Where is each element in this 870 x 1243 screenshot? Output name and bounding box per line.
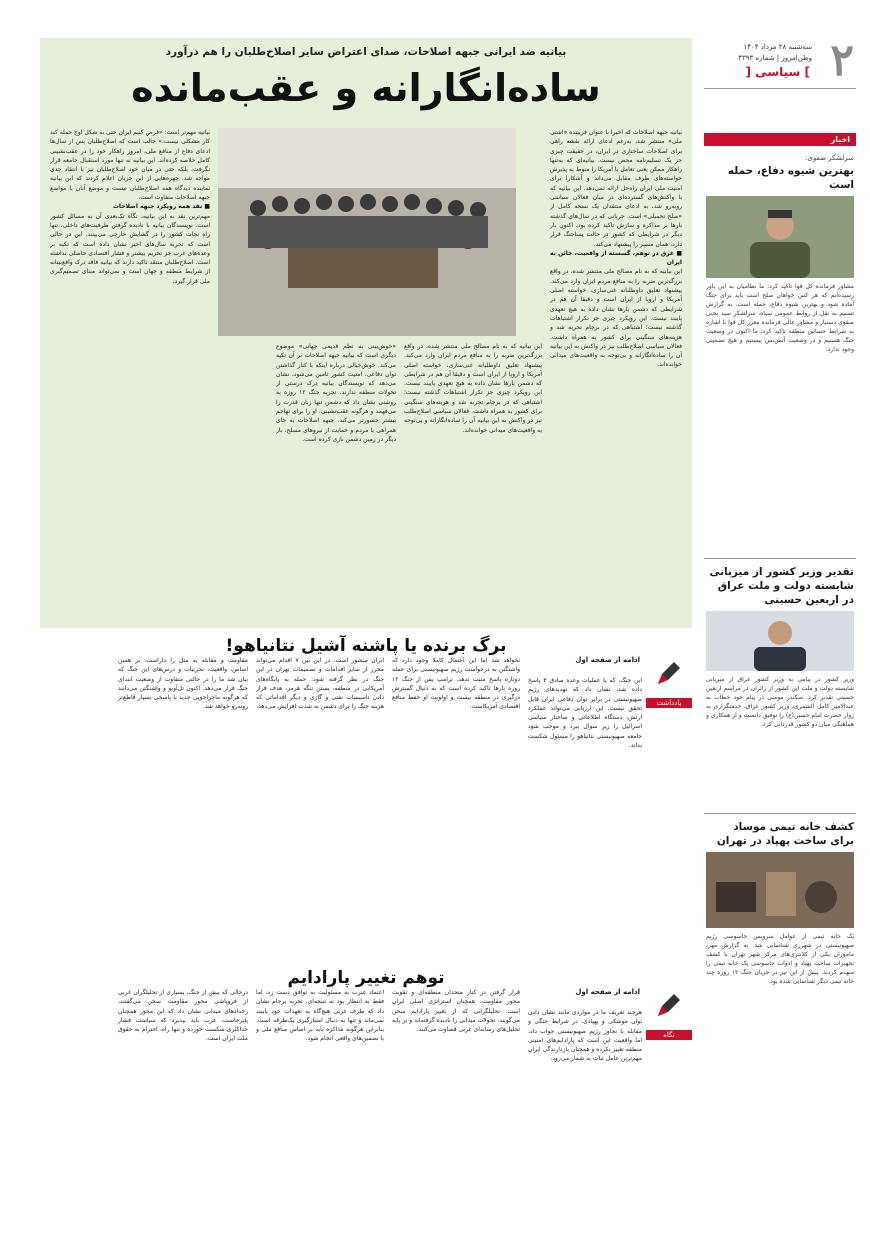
news-bar: اخبار (704, 133, 856, 146)
editorial2-heading: توهم تغییر پارادایم (287, 968, 445, 988)
lead-headline: ساده‌انگارانه و عقب‌مانده (131, 66, 601, 110)
side-news-3 (704, 820, 856, 1052)
lead-col2-text: این بیانیه که به نام مصالح ملی منتشر شده، در واقع بزرگ‌ترین ضربه را به منافع مردم ایران وارد می‌کند. پیشنهاد تعلیق داوطلبانه غنی‌سازی، خواسته اصلی آمریکا و اروپا از ایران است و دقیقا آن هم در شرایطی که دشمن بارها نشان داده به هیچ تعهدی پایبند نیست. این رویکرد چیزی جز تکرار اشتباهات گذشته نیست؛ اشتباهی که در برجام تجربه شد و هزینه‌های سنگینی برای کشور به همراه داشت. فعالان سیاسی اصلاح‌طلب نیز در واکنش به این بیانیه آن را ساده‌انگارانه و بی‌توجه به واقعیت‌های میدانی خوانده‌اند. (404, 343, 542, 434)
lead-columns (50, 128, 682, 620)
portrait-illustration (706, 196, 854, 278)
editorial2-col-1: هرچند تعریف ما در مواردی مانند نشان دادن توان موشکی و پهپادی، در شرایط جنگی و مقابله با تجاوز رژیم صهیونیستی جواب داد، اما واقعیت این است که پارادایم‌های امنیتی منطقه تغییر نکرده و همچنان بازدارندگی ایران مهم‌ترین عامل ثبات به شمار می‌رود. (528, 1009, 642, 1063)
editorial2-tag-label: نگاه (646, 1030, 692, 1040)
lead-story (40, 38, 692, 628)
lead-subhead-2: ■ نقد همه رویکرد جبهه اصلاحات (112, 203, 210, 211)
lead-col-2 (404, 342, 542, 620)
masthead (704, 35, 856, 89)
editorial1-col-3: ایران منشور است. در این بین ۷ اقدام می‌تواند محرز از سایر اقدامات و تصمیمات تهران در این جنگ در نظر گرفته شود: حمله به پایگاه‌های آمریکایی در منطقه، بستن تنگه هرمز، هدف قرار دادن تاسیسات نفتی و گازی و دیگر اقداماتی که هزینه جنگ را برای دشمن به شدت افزایش می‌دهد. (256, 657, 384, 711)
lead-col4-text: بیانیه مهم‌تر است: «فرض کنیم ایران حتی به شکل اوج حمله کند کار مشکلی نیست.» جالب است که اصلاح‌طلبان پس از سال‌ها ادعای دفاع از منافع ملی، امروز راهکار خود را در عقب‌نشینی کامل خلاصه کرده‌اند. این بیانیه نه تنها مورد استقبال جامعه قرار نگرفت، بلکه حتی در میان خود اصلاح‌طلبان نیز با انتقاد جدی مواجه شد. چهره‌هایی از این جریان اعلام کردند که این بیانیه نماینده دیدگاه همه اصلاح‌طلبان نیست و موضع آنان با مواضع جبهه اصلاحات متفاوت است. (50, 129, 210, 202)
date-text: سه‌شنبه ۲۸ مرداد ۱۴۰۴ (743, 43, 812, 51)
editorial-2 (40, 968, 692, 1230)
editorial1-col-4: مقاومت و مقابله به مثل را داراست. بر همین اساس، واقعیت، تجربیات و درس‌های این جنگ که بیان شد ما را در حالتی متفاوت از وضعیت ابتدای جنگ قرار می‌دهد. اکنون تل‌آویو و واشنگتن می‌دانند که هرگونه ماجراجویی جدید با پاسخی بسیار قاطع‌تر روبه‌رو خواهد شد. (118, 657, 248, 711)
date-line (738, 42, 812, 64)
side-news-2 (704, 565, 856, 807)
lead-col-1 (550, 128, 682, 620)
pen-icon (654, 660, 682, 688)
news1-title: بهترین شیوه دفاع، حمله است (727, 165, 854, 191)
pen-icon (654, 992, 682, 1020)
news1-photo (706, 196, 854, 278)
equipment-illustration (706, 852, 854, 928)
lead-subhead-1: ■ غرق در توهم، گسسته از واقعیت، خائن به ایران (550, 249, 682, 267)
page-number: ۲ (830, 35, 854, 86)
lead-col-4 (50, 128, 210, 620)
editorial2-author: ادامه از صفحه اول (575, 988, 640, 996)
editorial1-col-2: نخواهد شد اما این احتمال کاملا وجود دارد که واشنگتن به درخواست رژیم صهیونیستی برای حمله دوباره پاسخ مثبت ندهد. ترامپ پس از جنگ ۱۲ روزه بارها تاکید کرده است که به دنبال گسترش درگیری در منطقه نیست و اولویت او حفظ منافع اقتصادی آمریکاست. (392, 657, 520, 711)
editorial2-tag (646, 988, 692, 1040)
editorial1-col-1: این جنگ، که با عملیات وعده صادق ۳ پاسخ داده شد، نشان داد که تهدید‌های رژیم صهیونیستی در برابر توان دفاعی ایران قابل تحقق نیست. این ارزیابی می‌تواند عملکرد ارتش، دستگاه اطلاعاتی و ساختار سیاسی اسرائیل را زیر سوال ببرد و موجب شود جامعه صهیونیستی نتانیاهو را مسئول شکست بداند. (528, 677, 642, 750)
editorial1-author: ادامه از صفحه اول (575, 656, 640, 664)
divider (704, 558, 856, 559)
news2-body: وزیر کشور در پیامی به وزیر کشور عراق از میزبانی شایسته دولت و ملت این کشور از زائران در مراسم اربعین حسینی تقدیر کرد. سکندر مومنی در پیام خود خطاب به عبدالامیر کامل الشمری، وزیر کشور عراق، خدمتگزاری به زوار حضرت امام حسین(ع) را توفیق دانست و از همکاری و هماهنگی میان دو کشور قدردانی کرد. (706, 676, 854, 728)
bracket-left: [ (745, 65, 751, 79)
editorial2-col-4: درحالی که پیش از جنگ، بسیاری از تحلیلگران غربی از فروپاشی محور مقاومت سخن می‌گفتند، رخدادهای میدانی نشان داد که این محور همچنان پابرجاست. غرب باید بپذیرد که سیاست فشار حداکثری شکست خورده و تنها راه، احترام به حقوق ملت ایران است. (118, 989, 248, 1043)
lead-col1b-text: این بیانیه که به نام مصالح ملی منتشر شده، در واقع بزرگ‌ترین ضربه را به منافع مردم ایران وارد می‌کند. پیشنهاد تعلیق داوطلبانه غنی‌سازی، خواسته اصلی آمریکا و اروپا از ایران است و دقیقا آن هم در شرایطی که دشمن بارها نشان داده به هیچ تعهدی پایبند نیست. این رویکرد چیزی جز تکرار اشتباهات گذشته نیست؛ اشتباهی که در برجام تجربه شد و هزینه‌های سنگینی برای کشور به همراه داشت. فعالان سیاسی اصلاح‌طلب نیز در واکنش به این بیانیه آن را ساده‌انگارانه و بی‌توجه به واقعیت‌های میدانی خوانده‌اند. (550, 268, 682, 369)
editorial1-columns (40, 656, 642, 966)
minister-illustration (706, 611, 854, 671)
section-title: سیاسی (755, 65, 801, 79)
group-photo-illustration (218, 128, 516, 336)
group-photo (218, 128, 516, 336)
news3-title: کشف خانه تیمی موساد برای ساخت پهپاد در تهران (716, 821, 854, 847)
editorial2-col-3: اعتماد غیرب به مسئولیت به توافق دست زد. اما فقط به انتظار بود نه نتیجه‌ای. تجربه برجام نشان داد که طرف غربی هیچ‌گاه به تعهدات خود پایبند نمی‌ماند و تنها به دنبال امتیازگیری یک‌طرفه است. بنابراین هرگونه مذاکره باید بر اساس منافع ملی و با تضمین‌های واقعی انجام شود. (256, 989, 384, 1043)
editorial1-tag (646, 656, 692, 708)
lead-col5-text: مهم‌ترین نقد به این بیانیه، نگاه تک‌بعدی آن به مسائل کشور است. نویسندگان بیانیه با نادیده گرفتن ظرفیت‌های داخلی، تنها راه نجات کشور را در گشایش خارجی می‌بینند. این در حالی است که تجربه سال‌های اخیر نشان داده است که تکیه بر وعده‌های غرب جز تحریم بیشتر و فشار اقتصادی حاصلی نداشته است. اصلاح‌طلبان منتقد تاکید دارند که بیانیه فاقد درک واقع‌بینانه از شرایط منطقه و جهان است و نمی‌تواند مبنای تصمیم‌گیری ملی قرار گیرد. (50, 212, 210, 285)
news2-title: تقدیر وزیر کشور از میزبانی شایسته دولت و ملت عراق در اربعین حسینی (709, 566, 854, 606)
news1-kicker: سرلشکر صفوی: (805, 154, 854, 162)
divider (704, 813, 856, 814)
side-news-1 (704, 154, 856, 552)
editorial1-tag-label: یادداشت (646, 698, 692, 708)
news3-body: یک خانه تیمی از عوامل سرویس جاسوسی رژیم صهیونیستی در شهرری شناسایی شد. به گزارش مهر، ماموران یکی از کلانتری‌های مرکز شهر تهران با کشف تجهیزات ساخت پهپاد و ادوات جاسوسی یک خانه تیمی را منهدم کردند. پیش از این نیز در جریان جنگ ۱۲ روزه چند خانه تیمی دیگر شناسایی شده بود. (706, 933, 854, 985)
right-sidebar (704, 35, 856, 1225)
lead-col-3 (276, 342, 396, 620)
news2-photo (706, 611, 854, 671)
editorial-1 (40, 636, 692, 966)
news3-photo (706, 852, 854, 928)
news1-body: مشاور فرمانده کل قوا تاکید کرد: ما نظامیان به این باور رسیده‌ایم که هر کس خواهان صلح است باید برای جنگ آماده شود و بهترین شیوه دفاع، حمله است. به گزارش تسنیم به نقل از روابط عمومی سپاه، سرلشکر سید یحیی صفوی دستیار و مشاور عالی فرمانده معزز کل قوا با اشاره به شرایط حساس منطقه تاکید کرد: ما اکنون در وضعیت جنگ هستیم و در وضعیت آتش‌بس نیستیم و هیچ تضمینی وجود ندارد. (706, 283, 854, 353)
editorial2-columns (40, 988, 642, 1230)
editorial1-heading: برگ برنده یا پاشنه آشیل نتانیاهو! (225, 636, 507, 656)
lead-kicker: بیانیه ضد ایرانی جبهه اصلاحات، صدای اعتراض سایر اصلاح‌طلبان را هم درآورد (165, 46, 567, 58)
editorial2-col-2: قرار گرفتن در کنار متحدان منطقه‌ای و تقویت محور مقاومت، همچنان استراتژی اصلی ایران است. تحلیلگرانی که از تغییر پارادایم سخن می‌گویند، تحولات میدانی را نادیده گرفته‌اند و بر پایه تحلیل‌های رسانه‌ای غربی قضاوت می‌کنند. (392, 989, 520, 1034)
lead-col1-text: بیانیه جبهه اصلاحات که اخیرا با عنوان فریبنده «اشتی ملی» منتشر شد، به‌رغم ادعای ارائه نقشه راهی برای اصلاحات ساختاری در ایران، در حقیقت چیزی جز یک تسلیم‌نامه محض نیست. بیانیه‌ای که به‌تنها راهکار ممکن یعنی تعامل با آمریکا را منوط به پذیرش خواسته‌های طرف مقابل می‌داند و آشکارا برای امنیت ملی ایران راه‌حل ارائه نمی‌دهد. این بیانیه که با واکنش‌های گسترده‌ای در میان فعالان سیاسی روبه‌رو شد، به ادعای منتقدان یک نسخه کامل از «صلح تحمیلی» است. جریانی که در سال‌های گذشته بارها بر مذاکره و سازش تاکید کرده بود، اکنون بار دیگر در شرایطی که کشور در حالت پساجنگ قرار دارد، همان مسیر را پیشنهاد می‌کند. (550, 129, 682, 248)
bracket-right: ] (804, 65, 810, 79)
section-label (746, 65, 811, 79)
lead-col3-text: «خوش‌بینی به نظم قدیمی جهانی» موضوع دیگری است که بیانیه جبهه اصلاحات بر آن تکیه می‌کند. خوش‌خیالی درباره اینکه با کنار گذاشتن توان دفاعی، امنیت کشور تامین می‌شود، نشان می‌دهد که نویسندگان بیانیه درک درستی از تحولات منطقه ندارند. تجربه جنگ ۱۲ روزه به روشنی نشان داد که دشمن تنها زبان قدرت را می‌فهمد و هرگونه عقب‌نشینی، او را برای تهاجم بیشتر جسورتر می‌کند. جبهه اصلاحات به جای همراهی با مردم و حمایت از نیروهای مسلح، بار دیگر در زمین دشمن بازی کرده است. (276, 343, 396, 443)
issue-text: وطن‌امروز | شماره ۴۳۹۳ (738, 54, 812, 62)
